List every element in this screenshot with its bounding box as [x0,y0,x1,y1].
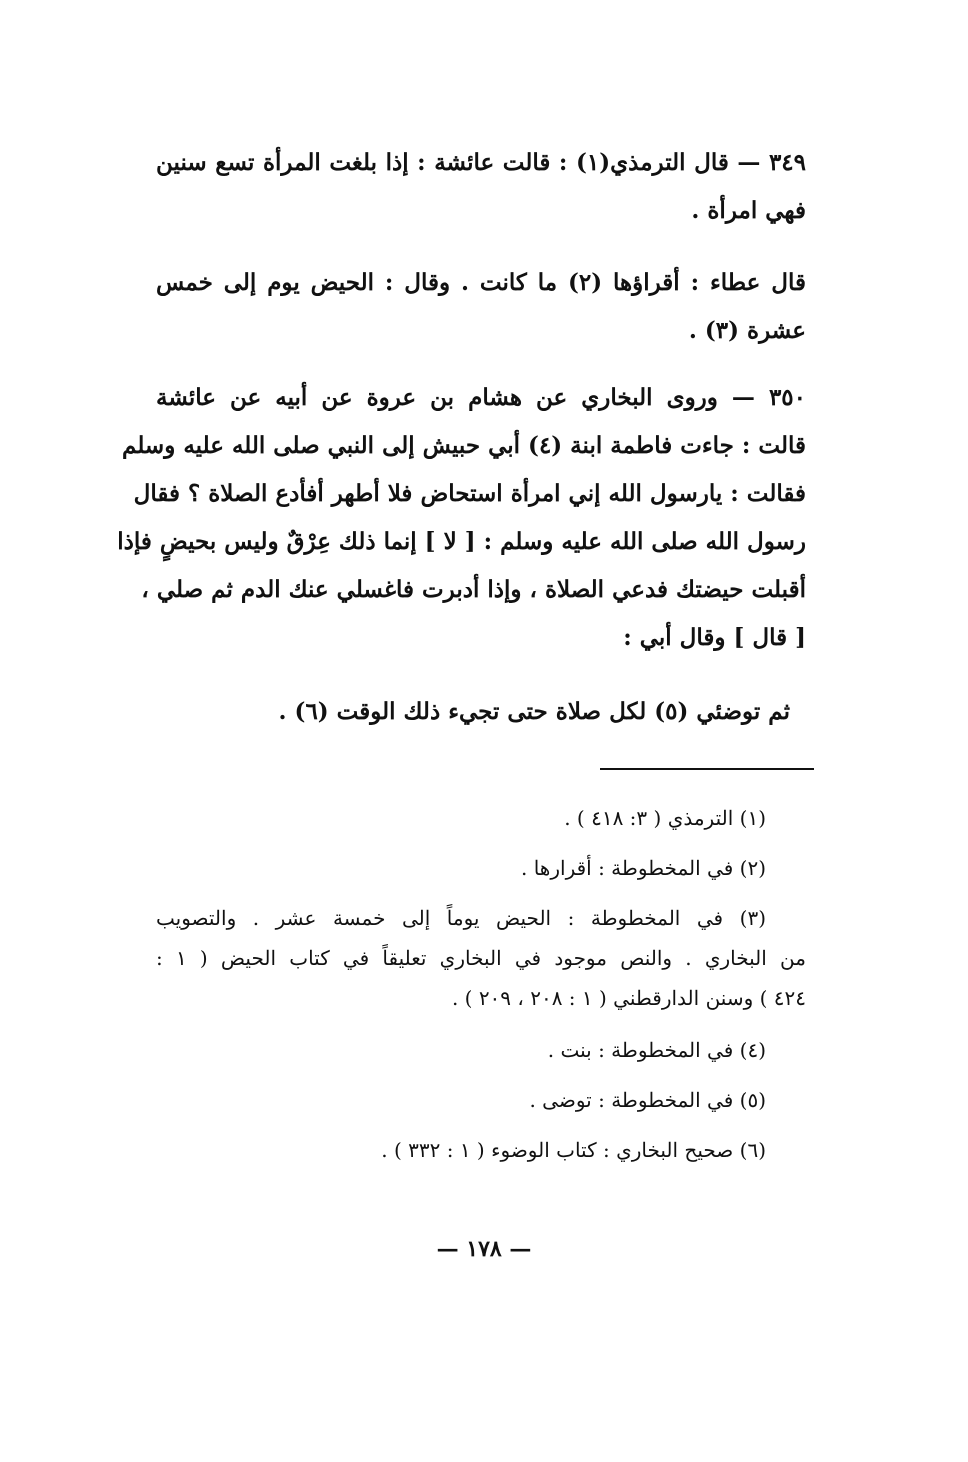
footnote-separator [600,768,814,770]
footnote-3-line-3: ٤٢٤ ) وسنن الدارقطني ( ١ : ٢٠٨ ، ٢٠٩ ) . [451,986,806,1010]
footnote-4: (٤) في المخطوطة : بنت . [547,1038,766,1062]
hadith-350-line-2: قالت : جاءت فاطمة ابنة (٤) أبي حبيش إلى النبي صلى الله عليه وسلم [122,432,806,459]
ata-statement-line-1: قال عطاء : أقراؤها (٢) ما كانت . وقال : الحيض يوم إلى خمس [156,269,806,296]
footnote-5: (٥) في المخطوطة : توضى . [529,1088,766,1112]
ata-statement [156,259,806,355]
hadith-350-line-1: ٣٥٠ — وروى البخاري عن هشام بن عروة عن أبيه عن عائشة [156,384,806,411]
footnotes [156,798,806,1170]
hadith-350-line-6: [ قال ] وقال أبي : [623,624,806,651]
hadith-350-line-5: أقبلت حيضتك فدعي الصلاة ، وإذا أدبرت فاغسلي عنك الدم ثم صلي ، [141,576,806,603]
page-number: — ١٧٨ — [436,1236,532,1262]
footnote-3-line-1: (٣) في المخطوطة : الحيض يوماً إلى خمسة عشر . والتصويب [156,906,766,930]
hadith-349 [156,139,806,235]
hadith-350-line-3: فقالت : يارسول الله إني امرأة استحاض فلا أطهر أفأدع الصلاة ؟ فقال [133,480,806,507]
footnote-6: (٦) صحيح البخاري : كتاب الوضوء ( ١ : ٣٣٢ ) . [381,1138,766,1162]
hadith-350-continuation [278,688,790,736]
footnote-1: (١) الترمذي ( ٣: ٤١٨ ) . [564,806,766,830]
hadith-349-line-2: فهي امرأة . [691,197,806,224]
hadith-350-line-7: ثم توضئي (٥) لكل صلاة حتى تجيء ذلك الوقت (٦) . [278,698,790,725]
hadith-350 [117,374,806,662]
ata-statement-line-2: عشرة (٣) . [688,317,806,344]
footnote-2: (٢) في المخطوطة : أقرارها . [521,856,766,880]
footnote-3-line-2: من البخاري . والنص موجود في البخاري تعليقاً في كتاب الحيض ( ١ : [156,946,806,970]
hadith-349-line-1: ٣٤٩ — قال الترمذي(١) : قالت عائشة : إذا بلغت المرأة تسع سنين [156,149,807,176]
hadith-350-line-4: رسول الله صلى الله عليه وسلم : [ لا ] إنما ذلك عِرْقٌ وليس بحيضٍ فإذا [117,528,806,555]
